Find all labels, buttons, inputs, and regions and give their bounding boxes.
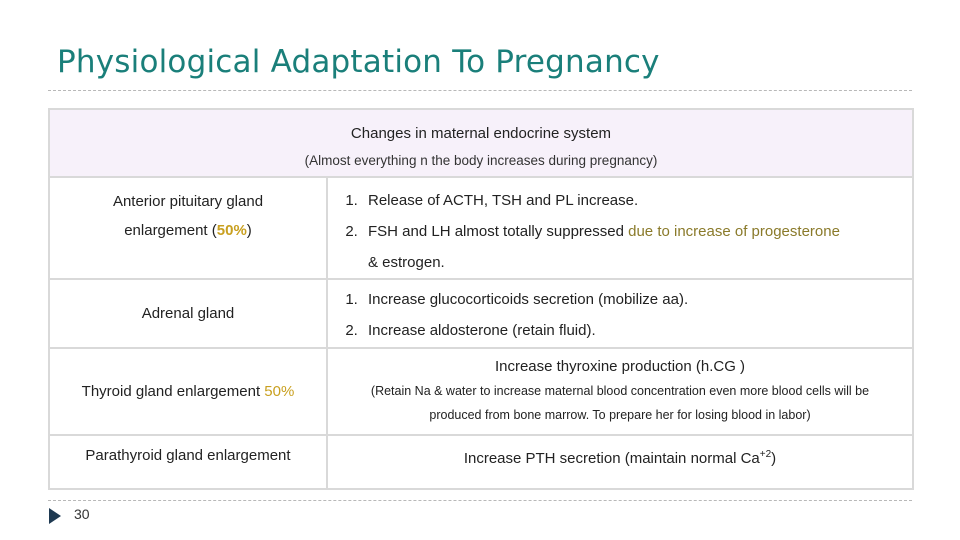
pituitary-close-paren: ) [246,222,252,239]
adrenal-changes-cell [327,279,913,348]
list-item: 2. Increase aldosterone (retain fluid). [362,315,912,346]
table-row [49,435,913,489]
table-row [49,177,913,279]
pituitary-percent: 50% [216,222,247,239]
thyroid-line1: Increase thyroxine production (h.CG ) [494,358,746,375]
pituitary-label-line2 [50,222,326,239]
calcium-charge: +2 [759,449,772,460]
endocrine-table [48,108,914,490]
thyroid-label [50,383,326,400]
footer-divider [48,500,912,501]
table-row [49,348,913,435]
list-item: 1. Increase glucocorticoids secretion (mobilize aa). [362,284,912,315]
thyroid-line2: (Retain Na & water to increase maternal blood concentration even more blood cells will be [370,384,870,398]
table-header-row [49,109,913,177]
title-divider [48,90,912,91]
pituitary-item2-accent: due to increase of progesterone [628,223,840,240]
table-row [49,279,913,348]
parathyroid-label: Parathyroid gland enlargement [85,447,291,464]
table-subtitle: (Almost everything n the body increases during pregnancy) [304,153,658,168]
pituitary-label-cell [49,177,327,279]
thyroid-label-text: Thyroid gland enlargement [81,383,265,400]
list-item [362,216,912,278]
pituitary-changes-cell [327,177,913,279]
thyroid-percent: 50% [264,383,295,400]
thyroid-line3: produced from bone marrow. To prepare her for losing blood in labor) [429,408,811,422]
parathyroid-label-cell [49,435,327,489]
adrenal-label-cell [49,279,327,348]
parathyroid-text [328,449,912,467]
table-title: Changes in maternal endocrine system [350,125,612,142]
thyroid-label-cell [49,348,327,435]
pituitary-item2-text: FSH and LH almost totally suppressed [368,223,629,240]
page-number: 30 [74,506,90,522]
parathyroid-close-paren: ) [771,450,777,467]
thyroid-changes-cell [327,348,913,435]
slide-title: Physiological Adaptation To Pregnancy [57,44,660,80]
list-item: 1. Release of ACTH, TSH and PL increase. [362,185,912,216]
pituitary-item2-tail: & estrogen. [368,254,445,271]
adrenal-label: Adrenal gland [141,305,235,322]
parathyroid-text-main: Increase PTH secretion (maintain normal Ca [463,450,760,467]
pituitary-enlargement-text: enlargement ( [124,222,217,239]
table-header [49,109,913,177]
play-arrow-icon [49,508,61,524]
pituitary-label-line1: Anterior pituitary gland [112,193,264,210]
parathyroid-changes-cell [327,435,913,489]
